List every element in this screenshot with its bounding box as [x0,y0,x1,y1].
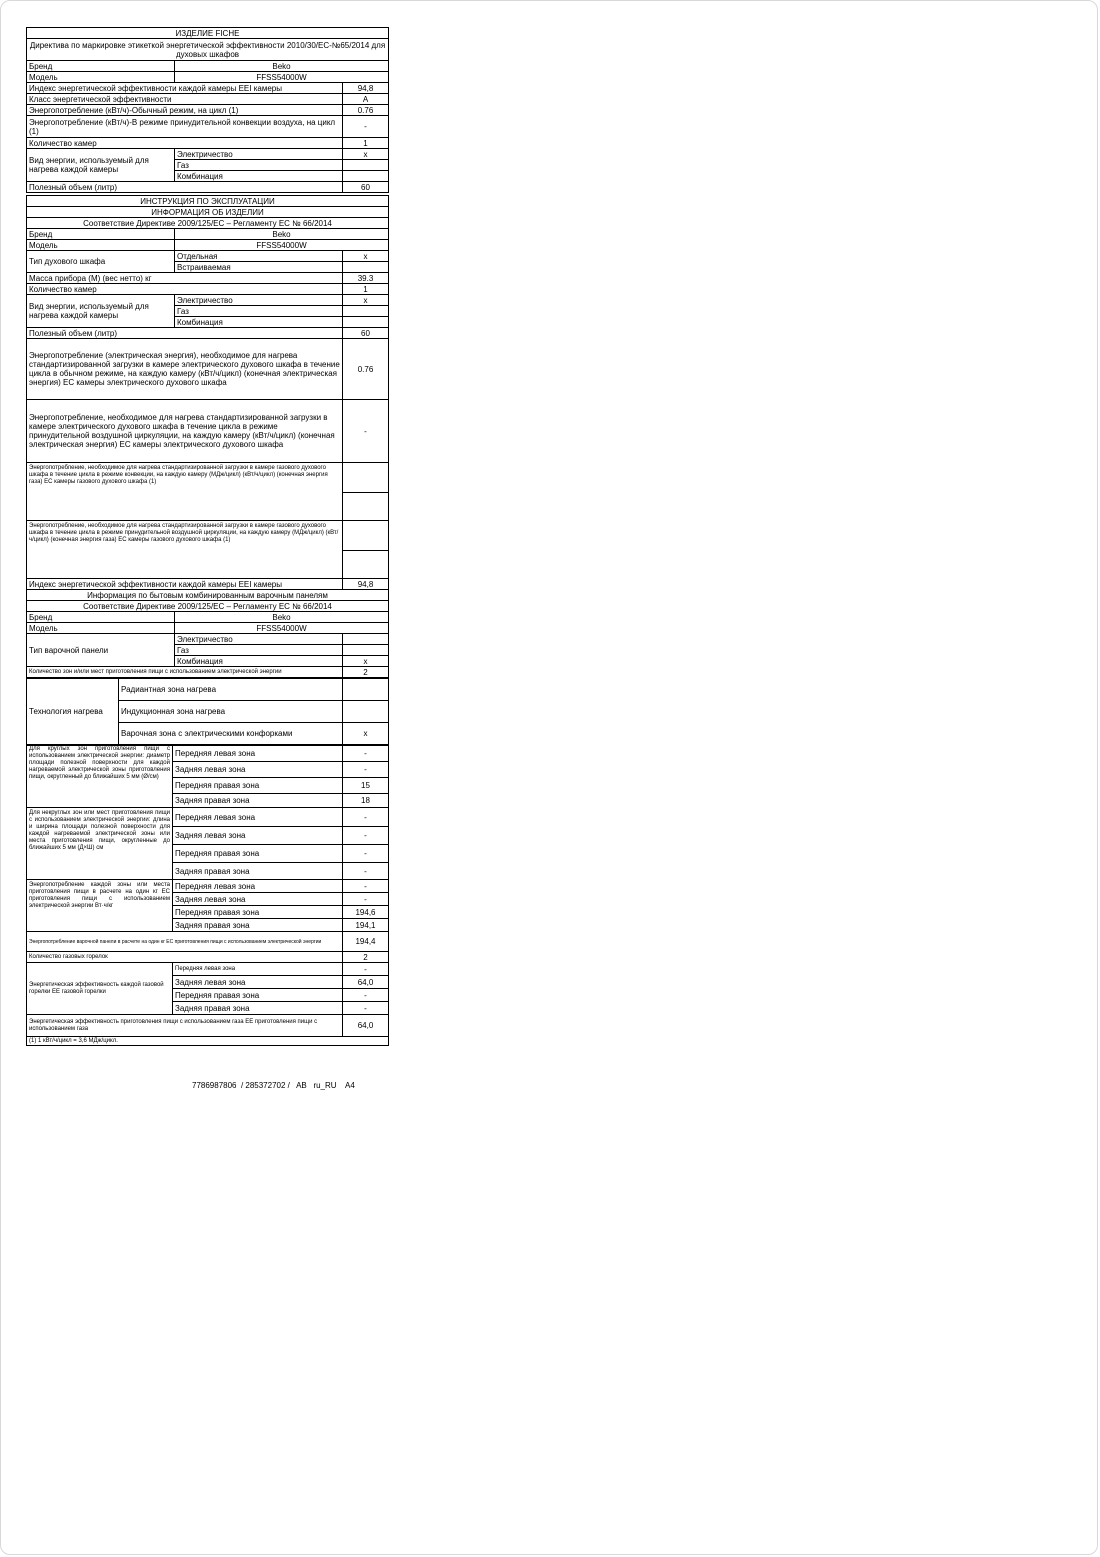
hob-round-zone: Передняя левая зона [173,746,343,762]
fiche-brand-label: Бренд [27,61,175,72]
hob-regulation: Соответствие Директиве 2009/125/ЕС – Регламенту ЕС № 66/2014 [27,601,389,612]
fiche-energy-fan: - [343,116,389,138]
fiche-cavities: 1 [343,138,389,149]
hob-nonround-val: - [343,863,389,880]
manual-gas-fan-label: Энергопотребление, необходимое для нагрева стандартизированной загрузки в камере газового духового шкафа в течение цикла в режиме принудительной воздушной циркуляции, на каждую камеру (МДж/цикл) (кВт/ч/цикл) (конечная энергия газа) EC камеры газового духового шкафа (1) [27,521,343,579]
hob-nonround-val: - [343,808,389,827]
hob-ec-zone: Задняя правая зона [173,919,343,932]
hob-ec-zone-val: - [343,880,389,893]
manual-heat-combi: Комбинация [175,317,343,328]
manual-ec-fan-label: Энергопотребление, необходимое для нагрева стандартизированной загрузки в камере электрического духового шкафа в течение цикла в режиме принудительной воздушной циркуляции, на каждую камеру (кВт/ч/цикл) (конечная электрическая энергия) EC камеры электрического духового шкафа [27,400,343,463]
hob-zones-label: Количество зон и/или мест приготовления пищи с использованием электрической энергии [27,667,343,678]
hob-type-electric: Электричество [175,634,343,645]
manual-model: FFSS54000W [175,240,389,251]
fiche-title: ИЗДЕЛИЕ FICHE [27,28,389,39]
manual-subtitle: ИНФОРМАЦИЯ ОБ ИЗДЕЛИИ [27,207,389,218]
product-fiche-sheet [26,27,388,1046]
hob-zones-table [26,745,389,1046]
hob-round-zone: Передняя правая зона [173,778,343,794]
hob-tech-radiant-val [343,679,389,701]
hob-ec-zone-val: 194,6 [343,906,389,919]
document-footer-code: 7786987806 / 285372702 / AB ru_RU A4 [192,1081,355,1090]
manual-volume-label: Полезный объем (литр) [27,328,343,339]
fiche-eei-label: Индекс энергетической эффективности каждой камеры EEI камеры [27,83,343,94]
hob-tech-label: Технология нагрева [27,679,119,745]
fiche-heat-combi-val [343,171,389,182]
manual-regulation: Соответствие Директиве 2009/125/ЕС – Регламенту ЕС № 66/2014 [27,218,389,229]
hob-type-gas-val [343,645,389,656]
fiche-table [26,27,389,678]
hob-gas-eff-zone: Задняя левая зона [173,976,343,989]
hob-ec-zone: Передняя правая зона [173,906,343,919]
fiche-class-label: Класс энергетической эффективности [27,94,343,105]
hob-ec-zone-val: 194,1 [343,919,389,932]
hob-nonround-zone: Передняя левая зона [173,808,343,827]
hob-type-gas: Газ [175,645,343,656]
fiche-class: A [343,94,389,105]
manual-gas-conv-2 [343,493,389,521]
fiche-model-label: Модель [27,72,175,83]
fiche-energy-fan-label: Энергопотребление (кВт/ч)-В режиме принудительной конвекции воздуха, на цикл (1) [27,116,343,138]
manual-heat-gas: Газ [175,306,343,317]
manual-ec-conv: 0.76 [343,339,389,400]
manual-heat-electric: Электричество [175,295,343,306]
hob-gas-eff-val: - [343,989,389,1002]
hob-tech-induction-val [343,701,389,723]
fiche-cavities-label: Количество камер [27,138,343,149]
hob-ec-zone: Задняя левая зона [173,893,343,906]
hob-round-label: Для круглых зон приготовления пищи с использованием электрической энергии: диаметр площади полезной поверхности для каждой нагреваемой электрической зоны приготовления пищи, округленный до ближайших 5 мм (Ø/см) [27,746,173,808]
fiche-heat-label: Вид энергии, используемый для нагрева каждой камеры [27,149,175,182]
fiche-energy-normal: 0.76 [343,105,389,116]
hob-ec-zone: Передняя левая зона [173,880,343,893]
manual-type-builtin-val [343,262,389,273]
manual-gas-fan-1 [343,521,389,551]
manual-gas-fan-2 [343,551,389,579]
hob-type-label: Тип варочной панели [27,634,175,667]
hob-gas-eff-val: 64,0 [343,976,389,989]
fiche-eei: 94,8 [343,83,389,94]
hob-gas-eff-val: - [343,963,389,976]
manual-mass-label: Масса прибора (M) (вес нетто) кг [27,273,343,284]
manual-type-builtin: Встраиваемая [175,262,343,273]
hob-gas-hob: 64,0 [343,1015,389,1037]
manual-brand-label: Бренд [27,229,175,240]
manual-ec-conv-label: Энергопотребление (электрическая энергия), необходимое для нагрева стандартизированной загрузки в камере электрического духового шкафа в течение цикла в обычном режиме, на каждую камеру (кВт/ч/цикл) (конечная электрическая энергия) EC камеры электрического духового шкафа [27,339,343,400]
fiche-volume: 60 [343,182,389,193]
hob-burners: 2 [343,952,389,963]
manual-heat-gas-val [343,306,389,317]
manual-type-free: Отдельная [175,251,343,262]
manual-gas-conv-label: Энергопотребление, необходимое для нагрева стандартизированной загрузки в камере газового духового шкафа в течение цикла в режиме конвекции, на каждую камеру (МДж/цикл) (кВт/ч/цикл) (конечная энергия газа) EC камеры газового духового шкафа (1) [27,463,343,521]
fiche-heat-gas-val [343,160,389,171]
hob-round-zone: Задняя левая зона [173,762,343,778]
hob-round-val: - [343,762,389,778]
manual-cavities: 1 [343,284,389,295]
fiche-heat-gas: Газ [175,160,343,171]
hob-ec-hob-label: Энергопотребление варочной панели в расчете на один кг EC приготовления пищи с использованием электрической энергии [27,932,343,952]
manual-model-label: Модель [27,240,175,251]
hob-ec-hob: 194,4 [343,932,389,952]
manual-brand: Beko [175,229,389,240]
hob-gas-eff-zone: Передняя левая зона [173,963,343,976]
fiche-heat-combi: Комбинация [175,171,343,182]
hob-tech-radiant: Радиантная зона нагрева [119,679,343,701]
hob-nonround-zone: Задняя правая зона [173,863,343,880]
fiche-energy-normal-label: Энергопотребление (кВт/ч)-Обычный режим, на цикл (1) [27,105,343,116]
hob-nonround-val: - [343,845,389,863]
manual-gas-conv-1 [343,463,389,493]
hob-nonround-zone: Задняя левая зона [173,827,343,845]
hob-nonround-val: - [343,827,389,845]
hob-tech-induction: Индукционная зона нагрева [119,701,343,723]
manual-cavities-label: Количество камер [27,284,343,295]
manual-type-free-val: x [343,251,389,262]
hob-round-val: - [343,746,389,762]
hob-title: Информация по бытовым комбинированным варочным панелям [27,590,389,601]
hob-nonround-zone: Передняя правая зона [173,845,343,863]
hob-burners-label: Количество газовых горелок [27,952,343,963]
hob-model-label: Модель [27,623,175,634]
hob-zones: 2 [343,667,389,678]
hob-round-val: 18 [343,794,389,808]
manual-heat-combi-val [343,317,389,328]
hob-gas-hob-label: Энергетическая эффективность приготовления пищи с использованием газа EE приготовления пищи с использованием газа [27,1015,343,1037]
hob-type-combi: Комбинация [175,656,343,667]
hob-gas-eff-label: Энергетическая эффективность каждой газовой горелки EE газовой горелки [27,963,173,1015]
manual-eei: 94,8 [343,579,389,590]
hob-model: FFSS54000W [175,623,389,634]
fiche-volume-label: Полезный объем (литр) [27,182,343,193]
hob-brand: Beko [175,612,389,623]
hob-tech-solid: Варочная зона с электрическими конфорками [119,723,343,745]
hob-nonround-label: Для некруглых зон или мест приготовления пищи с использованием электрической энергии: длина и ширина площади полезной поверхности для каждой нагреваемой электрической зоны или места приготовления пищи, округленные до ближайших 5 мм (Д×Ш) см [27,808,173,880]
hob-gas-eff-zone: Передняя правая зона [173,989,343,1002]
hob-gas-eff-val: - [343,1002,389,1015]
manual-heat-label: Вид энергии, используемый для нагрева каждой камеры [27,295,175,328]
hob-round-val: 15 [343,778,389,794]
fiche-heat-electric: Электричество [175,149,343,160]
fiche-brand: Beko [175,61,389,72]
manual-volume: 60 [343,328,389,339]
manual-eei-label: Индекс энергетической эффективности каждой камеры EEI камеры [27,579,343,590]
hob-round-zone: Задняя правая зона [173,794,343,808]
hob-tech-table [26,678,389,745]
fiche-directive: Директива по маркировке этикеткой энергетической эффективности 2010/30/ЕС-№65/2014 для духовых шкафов [27,39,389,61]
hob-brand-label: Бренд [27,612,175,623]
fiche-heat-electric-val: x [343,149,389,160]
hob-ec-zone-label: Энергопотребление каждой зоны или места приготовления пищи в расчете на один кг EC приготовления пищи с использованием электрической энергии Вт·ч/кг [27,880,173,932]
hob-type-combi-val: x [343,656,389,667]
hob-tech-solid-val: x [343,723,389,745]
manual-title: ИНСТРУКЦИЯ ПО ЭКСПЛУАТАЦИИ [27,196,389,207]
footnote: (1) 1 кВт/ч/цикл = 3,6 МДж/цикл. [27,1037,389,1046]
hob-ec-zone-val: - [343,893,389,906]
manual-heat-electric-val: x [343,295,389,306]
manual-type-label: Тип духового шкафа [27,251,175,273]
manual-mass: 39.3 [343,273,389,284]
hob-gas-eff-zone: Задняя правая зона [173,1002,343,1015]
manual-ec-fan: - [343,400,389,463]
hob-type-electric-val [343,634,389,645]
fiche-model: FFSS54000W [175,72,389,83]
